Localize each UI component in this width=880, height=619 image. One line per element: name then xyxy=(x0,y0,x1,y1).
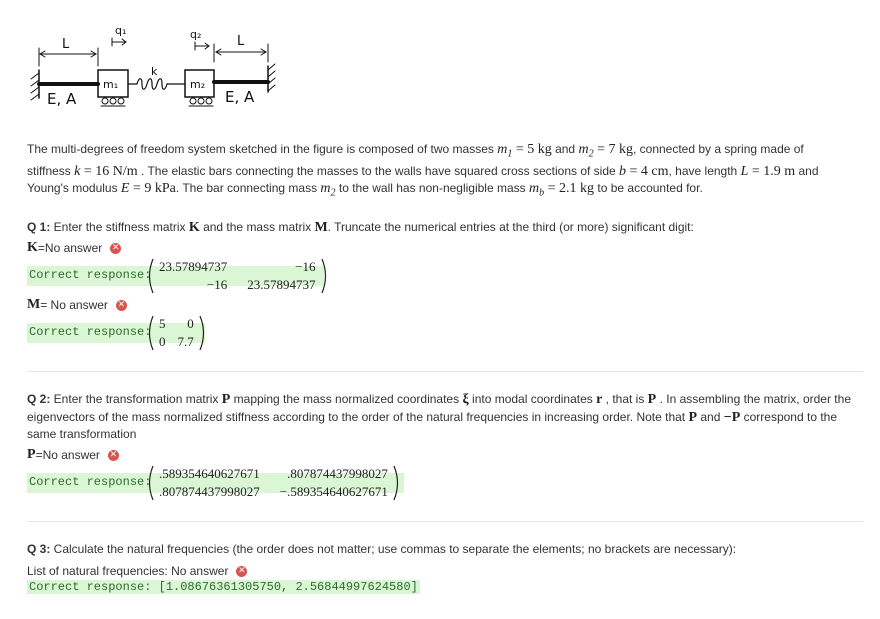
system-sketch xyxy=(25,18,280,113)
matrix-cell: 0 xyxy=(159,334,166,349)
q1-K-correct-matrix xyxy=(145,257,330,295)
q3-prompt: Q 3: Calculate the natural frequencies (the order does not matter; use commas to separate the elements; no brackets are necessary): xyxy=(27,542,737,556)
q1-M-correct-label: Correct response: xyxy=(29,325,152,339)
error-icon: ✕ xyxy=(111,242,120,253)
matrix-cell: .807874437998027 xyxy=(159,484,260,499)
error-icon: ✕ xyxy=(117,299,126,310)
matrix-cell: .589354640627671 xyxy=(159,466,260,481)
divider xyxy=(27,371,863,372)
matrix-cell: 0 xyxy=(187,316,194,331)
q1-M-correct-matrix xyxy=(145,314,208,352)
matrix-cell: 7.7 xyxy=(177,334,194,349)
label-m2: m₂ xyxy=(190,78,206,91)
q3-answer: List of natural frequencies: No answer ✕ xyxy=(27,564,246,578)
q3-correct-response: Correct response: [1.08676361305750, 2.56844997624580] xyxy=(29,580,418,594)
label-L-right: L xyxy=(237,34,245,49)
q1-prompt: Q 1: Enter the stiffness matrix K and the mass matrix M. Truncate the numerical entries at the third (or more) significant digit: xyxy=(27,220,694,235)
label-q2: q₂ xyxy=(190,28,202,41)
right-paren-icon xyxy=(392,464,402,502)
left-paren-icon xyxy=(145,464,155,502)
matrix-cell: 23.57894737 xyxy=(159,259,228,274)
q2-P-answer: P =No answer ✕ xyxy=(27,447,118,462)
matrix-cell: −16 xyxy=(295,259,316,274)
q3-label: Q 3: xyxy=(27,542,51,556)
matrix-cell: −.589354640627671 xyxy=(279,484,388,499)
q2-label: Q 2: xyxy=(27,392,51,406)
q1-K-answer: K =No answer ✕ xyxy=(27,240,120,255)
q1-M-answer: M = No answer ✕ xyxy=(27,297,126,312)
q2-P-correct-matrix xyxy=(145,464,402,502)
label-EA-right: E, A xyxy=(225,88,255,106)
error-icon: ✕ xyxy=(238,565,246,576)
label-k: k xyxy=(151,65,158,78)
label-L-left: L xyxy=(62,37,70,52)
matrix-cell: 5 xyxy=(159,316,166,331)
label-m1: m₁ xyxy=(103,78,119,91)
matrix-cell: −16 xyxy=(206,277,228,292)
label-q1: q₁ xyxy=(115,24,127,37)
matrix-cell: 23.57894737 xyxy=(247,277,316,292)
error-icon: ✕ xyxy=(109,449,118,460)
q1-K-correct-label: Correct response: xyxy=(29,268,152,282)
label-EA-left: E, A xyxy=(47,90,77,108)
right-paren-icon xyxy=(198,314,208,352)
matrix-cell: .807874437998027 xyxy=(287,466,388,481)
q2-P-correct-label: Correct response: xyxy=(29,475,152,489)
problem-statement: The multi-degrees of freedom system sketched in the figure is composed of two masses $m_1 = 5$ kg and $m_2 = 7$ kg, connected by a spring made of stiffness k = 16 N/m . The elastic bars connecting the masses to the walls have squared cross sections of side b = 4 cm, have length L = 1.9 m and Young's modulus E = 9 kPa. The bar connecting mass $m_2$ to the wall has non-negligible mass $m_b = 2.1$ kg to be accounted for. xyxy=(27,142,819,199)
divider xyxy=(27,521,863,522)
q2-prompt: Q 2: Enter the transformation matrix P mapping the mass normalized coordinates ξ into modal coordinates r , that is P . In assembling the matrix, order the eigenvectors of the mass normalized stiffness according to the order of the natural frequencies in increasing order. Note that P and −P correspond to the same transformation xyxy=(27,392,851,441)
q1-label: Q 1: xyxy=(27,220,51,234)
left-paren-icon xyxy=(145,257,155,295)
left-paren-icon xyxy=(145,314,155,352)
right-paren-icon xyxy=(320,257,330,295)
